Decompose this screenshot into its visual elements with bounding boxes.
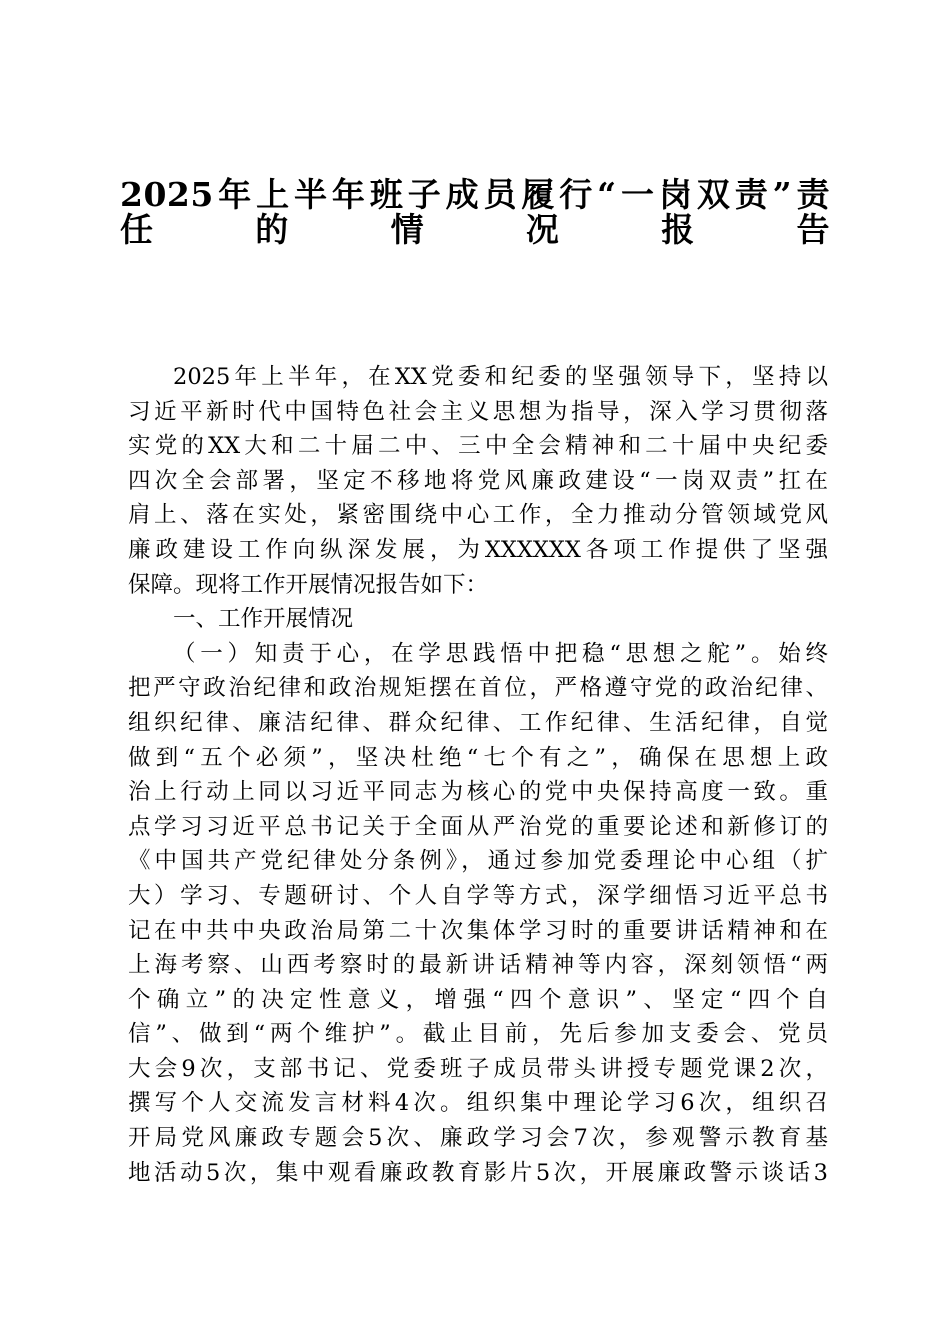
text-line: 地活动5次，集中观看廉政教育影片5次，开展廉政警示谈话3 (128, 1159, 828, 1186)
text-line: 把严守政治纪律和政治规矩摆在首位，严格遵守党的政治纪律、 (128, 675, 828, 702)
intro-paragraph (128, 360, 828, 602)
text-line: 《中国共产党纪律处分条例》，通过参加党委理论中心组（扩 (128, 848, 828, 875)
text-line: 习近平新时代中国特色社会主义思想为指导，深入学习贯彻落 (128, 398, 828, 425)
text-line: 实党的XX大和二十届二中、三中全会精神和二十届中央纪委 (128, 433, 828, 460)
text-line: （一）知责于心，在学思践悟中把稳“思想之舵”。始终 (173, 640, 828, 667)
title-line: 任的情况报告 (120, 209, 830, 249)
text-line: 撰写个人交流发言材料4次。组织集中理论学习6次，组织召 (128, 1090, 828, 1117)
text-line: 治上行动上同以习近平同志为核心的党中央保持高度一致。重 (128, 779, 828, 806)
text-line: 肩上、落在实处，紧密围绕中心工作，全力推动分管领域党风 (128, 502, 828, 529)
document-title (120, 157, 830, 249)
section-heading: 一、工作开展情况 (173, 606, 354, 633)
text-line: 个确立”的决定性意义，增强“四个意识”、坚定“四个自 (128, 986, 828, 1013)
document-body (128, 360, 828, 1190)
text-line: 做到“五个必须”，坚决杜绝“七个有之”，确保在思想上政 (128, 744, 828, 771)
text-line: 廉政建设工作向纵深发展，为XXXXXX各项工作提供了坚强 (128, 536, 828, 563)
text-line: 点学习习近平总书记关于全面从严治党的重要论述和新修订的 (128, 813, 828, 840)
text-line: 大会9次，支部书记、党委班子成员带头讲授专题党课2次， (128, 1055, 828, 1082)
text-line: 四次全会部署，坚定不移地将党风廉政建设“一岗双责”扛在 (128, 467, 828, 494)
title-line: 2025年上半年班子成员履行“一岗双责”责 (120, 175, 830, 214)
text-line: 信”、做到“两个维护”。截止目前，先后参加支委会、党员 (128, 1021, 828, 1048)
text-line: 组织纪律、廉洁纪律、群众纪律、工作纪律、生活纪律，自觉 (128, 709, 828, 736)
paragraph-1 (128, 637, 828, 1191)
text-line: 2025年上半年，在XX党委和纪委的坚强领导下，坚持以 (173, 364, 828, 390)
text-line: 开局党风廉政专题会5次、廉政学习会7次，参观警示教育基 (128, 1125, 828, 1152)
text-line: 大）学习、专题研讨、个人自学等方式，深学细悟习近平总书 (128, 882, 828, 909)
text-line: 记在中共中央政治局第二十次集体学习时的重要讲话精神和在 (128, 917, 828, 944)
text-line: 上海考察、山西考察时的最新讲话精神等内容，深刻领悟“两 (128, 952, 828, 979)
text-line: 保障。现将工作开展情况报告如下： (128, 571, 489, 598)
